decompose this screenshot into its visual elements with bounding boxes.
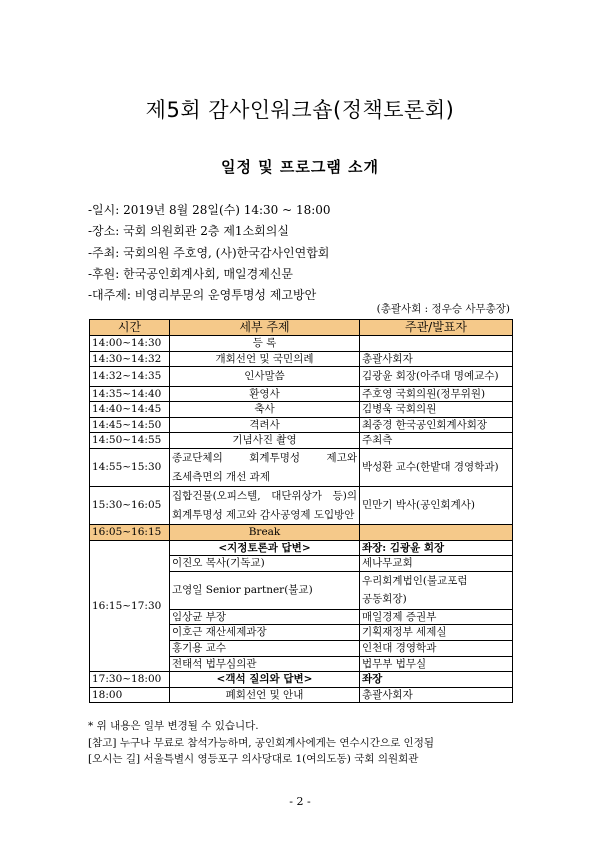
row-topic: 종교단체의 회계투명성 제고와 조세측면의 개선 과제 — [170, 449, 360, 487]
panelist-affiliation: 인천대 경영학과 — [360, 641, 513, 657]
panelist-name: 전태석 법무심의관 — [170, 656, 360, 672]
table-row — [90, 449, 513, 487]
panelist-affiliation: 기획재정부 세제실 — [360, 625, 513, 641]
header-presenter: 주관/발표자 — [360, 320, 513, 336]
qa-topic: <객석 질의와 답변> — [170, 672, 360, 688]
info-venue: -장소: 국회 의원회관 2층 제1소회의실 — [88, 224, 289, 239]
row-topic: 개회선언 및 국민의례 — [170, 351, 360, 367]
panelist-name: 고영일 Senior partner(불교) — [170, 571, 360, 609]
row-topic: 격려사 — [170, 417, 360, 433]
panelist-affiliation: 법무부 법무실 — [360, 656, 513, 672]
info-theme: -대주제: 비영리부문의 운영투명성 제고방안 — [88, 288, 317, 303]
row-presenter: 박성환 교수(한밭대 경영학과) — [360, 449, 513, 487]
table-row — [90, 386, 513, 402]
table-header-row — [90, 320, 513, 336]
page-title: 제5회 감사인워크숍(정책토론회) — [145, 98, 455, 122]
closing-topic: 폐회선언 및 안내 — [170, 687, 360, 703]
row-presenter: 총괄사회자 — [360, 351, 513, 367]
panel-header-row — [90, 540, 513, 556]
row-topic: 인사말씀 — [170, 367, 360, 387]
row-time: 14:40~14:45 — [90, 402, 170, 418]
break-row — [90, 525, 513, 541]
table-row — [90, 367, 513, 387]
qa-presenter: 좌장 — [360, 672, 513, 688]
table-row — [90, 417, 513, 433]
row-topic: Break — [170, 525, 360, 541]
info-sponsor: -후원: 한국공인회계사회, 매일경제신문 — [88, 266, 294, 281]
row-presenter: 김광윤 회장(아주대 명예교수) — [360, 367, 513, 387]
header-time: 시간 — [90, 320, 170, 336]
note-directions: [오시는 길] 서울특별시 영등포구 의사당대로 1(여의도동) 국회 의원회관 — [88, 753, 419, 765]
schedule-table — [89, 319, 513, 703]
panelist-name: 임상균 부장 — [170, 609, 360, 625]
row-presenter: 민만기 박사(공인회계사) — [360, 487, 513, 525]
panelist-name: 이진오 목사(기독교) — [170, 556, 360, 572]
note-reference: [참고] 누구나 무료로 참석가능하며, 공인회계사에게는 연수시간으로 인정됨 — [88, 736, 434, 749]
info-organizer: -주최: 국회의원 주호영, (사)한국감사인연합회 — [88, 245, 330, 260]
table-row — [90, 351, 513, 367]
qa-time: 17:30~18:00 — [90, 672, 170, 688]
row-time: 14:35~14:40 — [90, 386, 170, 402]
row-time: 14:45~14:50 — [90, 417, 170, 433]
header-topic: 세부 주제 — [170, 320, 360, 336]
panel-time: 16:15~17:30 — [90, 540, 170, 672]
closing-time: 18:00 — [90, 687, 170, 703]
row-presenter — [360, 525, 513, 541]
row-time: 14:00~14:30 — [90, 336, 170, 352]
row-topic: 환영사 — [170, 386, 360, 402]
row-topic: 집합건물(오피스텔, 대단위상가 등)의 회계투명성 제고와 감사공영제 도입방안 — [170, 487, 360, 525]
page-number: - 2 - — [289, 795, 311, 808]
closing-presenter: 총괄사회자 — [360, 687, 513, 703]
row-presenter: 최중경 한국공인회계사회장 — [360, 417, 513, 433]
table-row — [90, 487, 513, 525]
table-row — [90, 433, 513, 449]
row-time: 14:32~14:35 — [90, 367, 170, 387]
panelist-name: 홍기용 교수 — [170, 641, 360, 657]
row-time: 14:50~14:55 — [90, 433, 170, 449]
row-time: 16:05~16:15 — [90, 525, 170, 541]
panelist-name: 이호근 재산세제과장 — [170, 625, 360, 641]
row-presenter: 김병욱 국회의원 — [360, 402, 513, 418]
row-presenter — [360, 336, 513, 352]
panelist-affiliation: 매일경제 증권부 — [360, 609, 513, 625]
info-date: -일시: 2019년 8월 28일(수) 14:30 ~ 18:00 — [88, 203, 331, 217]
table-row — [90, 336, 513, 352]
panel-chair: 좌장: 김광윤 회장 — [360, 540, 513, 556]
row-topic: 축사 — [170, 402, 360, 418]
table-row — [90, 402, 513, 418]
row-topic: 기념사진 촬영 — [170, 433, 360, 449]
panelist-affiliation: 세나무교회 — [360, 556, 513, 572]
row-time: 14:30~14:32 — [90, 351, 170, 367]
panel-topic-heading: <지정토론과 답변> — [170, 540, 360, 556]
panelist-affiliation: 우리회계법인(불교포럼 공동회장) — [360, 571, 513, 609]
row-presenter: 주최측 — [360, 433, 513, 449]
host-note: (총괄사회 : 정우승 사무총장) — [376, 303, 510, 315]
event-info — [88, 200, 331, 306]
page-subtitle: 일정 및 프로그램 소개 — [220, 158, 380, 176]
row-time: 14:55~15:30 — [90, 449, 170, 487]
note-change: * 위 내용은 일부 변경될 수 있습니다. — [88, 720, 259, 732]
row-time: 15:30~16:05 — [90, 487, 170, 525]
footnotes — [88, 718, 434, 768]
row-presenter: 주호영 국회의원(정무위원) — [360, 386, 513, 402]
row-topic: 등 록 — [170, 336, 360, 352]
table-row — [90, 672, 513, 688]
table-row — [90, 687, 513, 703]
